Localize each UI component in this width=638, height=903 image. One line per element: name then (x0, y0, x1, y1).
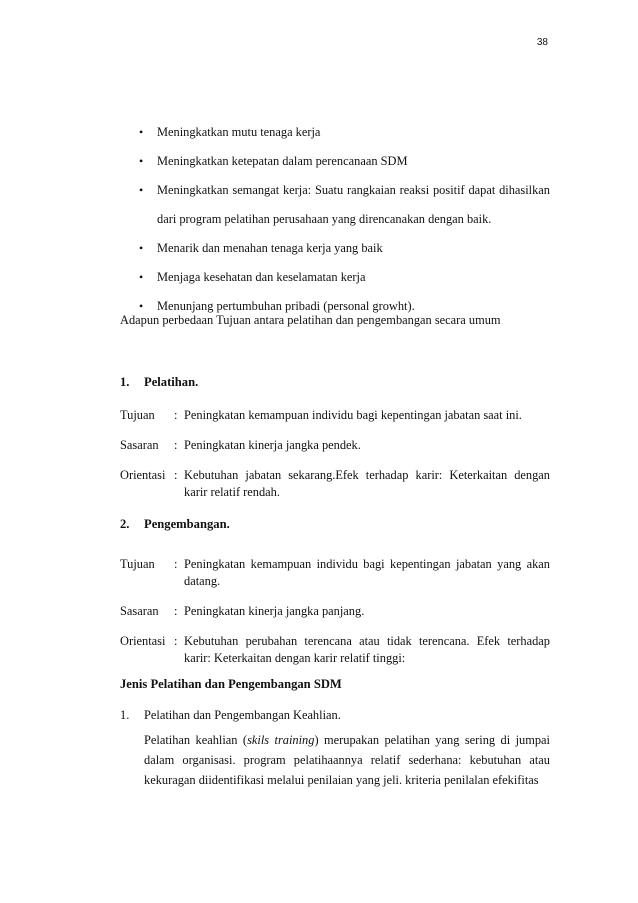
bullet-item: • Menjaga kesehatan dan keselamatan kerja (120, 263, 550, 292)
definition-colon: : (174, 408, 178, 422)
definition-desc: Kebutuhan jabatan sekarang.Efek terhadap karir: Keterkaitan dengan karir relatif rendah. (184, 468, 550, 499)
definition-list-pengembangan (120, 556, 550, 680)
bullet-dot-icon: • (139, 125, 144, 139)
bullet-dot-icon: • (139, 299, 144, 313)
bullet-dot-icon: • (139, 270, 144, 284)
definition-colon: : (174, 604, 178, 618)
bullet-list (120, 118, 550, 321)
bullet-item: • Menunjang pertumbuhan pribadi (personal growht). (120, 292, 550, 321)
bullet-dot-icon: • (139, 183, 144, 197)
definition-row (120, 603, 550, 620)
definition-desc: Peningkatan kinerja jangka pendek. (184, 438, 361, 452)
definition-desc: Kebutuhan perubahan terencana atau tidak terencana. Efek terhadap karir: Keterkaitan dengan karir relatif tinggi: (184, 634, 550, 665)
bullet-item: • Menarik dan menahan tenaga kerja yang baik (120, 234, 550, 263)
definition-list-pelatihan (120, 407, 550, 514)
bullet-dot-icon: • (139, 241, 144, 255)
bullet-dot-icon: • (139, 154, 144, 168)
page-number: 38 (536, 37, 548, 48)
definition-colon: : (174, 468, 178, 482)
section-title: Pengembangan. (144, 517, 230, 531)
definition-desc: Peningkatan kemampuan individu bagi kepentingan jabatan saat ini. (184, 408, 522, 422)
section-heading-pengembangan (120, 517, 230, 532)
definition-row (120, 556, 550, 590)
definition-term: Sasaran (120, 604, 159, 618)
definition-desc: Peningkatan kinerja jangka panjang. (184, 604, 365, 618)
subsection-heading: Jenis Pelatihan dan Pengembangan SDM (120, 677, 342, 691)
definition-term: Orientasi (120, 634, 166, 648)
italic-term: skils training (247, 733, 315, 747)
definition-term: Orientasi (120, 468, 166, 482)
intro-paragraph: Adapun perbedaan Tujuan antara pelatihan dan pengembangan secara umum (120, 313, 501, 327)
definition-row (120, 467, 550, 501)
definition-desc: Peningkatan kemampuan individu bagi kepentingan jabatan yang akan datang. (184, 557, 550, 588)
definition-term: Tujuan (120, 408, 155, 422)
item-description: Pelatihan keahlian (skils training) merupakan pelatihan yang sering di jumpai dalam organisasi. program pelatihaannya relatif sederhana: kebutuhan atau kekuragan diidentifikasi melalui penilaian yang jeli. kriteria penilalan efekifitas (144, 733, 550, 787)
definition-row (120, 633, 550, 667)
bullet-item: • Meningkatkan ketepatan dalam perencanaan SDM (120, 147, 550, 176)
bullet-item: • Meningkatkan mutu tenaga kerja (120, 118, 550, 147)
section-heading-pelatihan (120, 375, 198, 390)
definition-colon: : (174, 438, 178, 452)
item-title: Pelatihan dan Pengembangan Keahlian. (144, 708, 341, 722)
section-number: 1. (120, 375, 130, 389)
definition-row (120, 407, 550, 424)
item-number: 1. (120, 708, 130, 722)
definition-term: Tujuan (120, 557, 155, 571)
section-number: 2. (120, 517, 130, 531)
definition-row (120, 437, 550, 454)
definition-term: Sasaran (120, 438, 159, 452)
definition-colon: : (174, 634, 178, 648)
bullet-item: • Meningkatkan semangat kerja: Suatu rangkaian reaksi positif dapat dihasilkan dari program pelatihan perusahaan yang direncanakan dengan baik. (120, 176, 550, 234)
definition-colon: : (174, 557, 178, 571)
section-title: Pelatihan. (144, 375, 199, 389)
numbered-item-title (120, 708, 550, 723)
